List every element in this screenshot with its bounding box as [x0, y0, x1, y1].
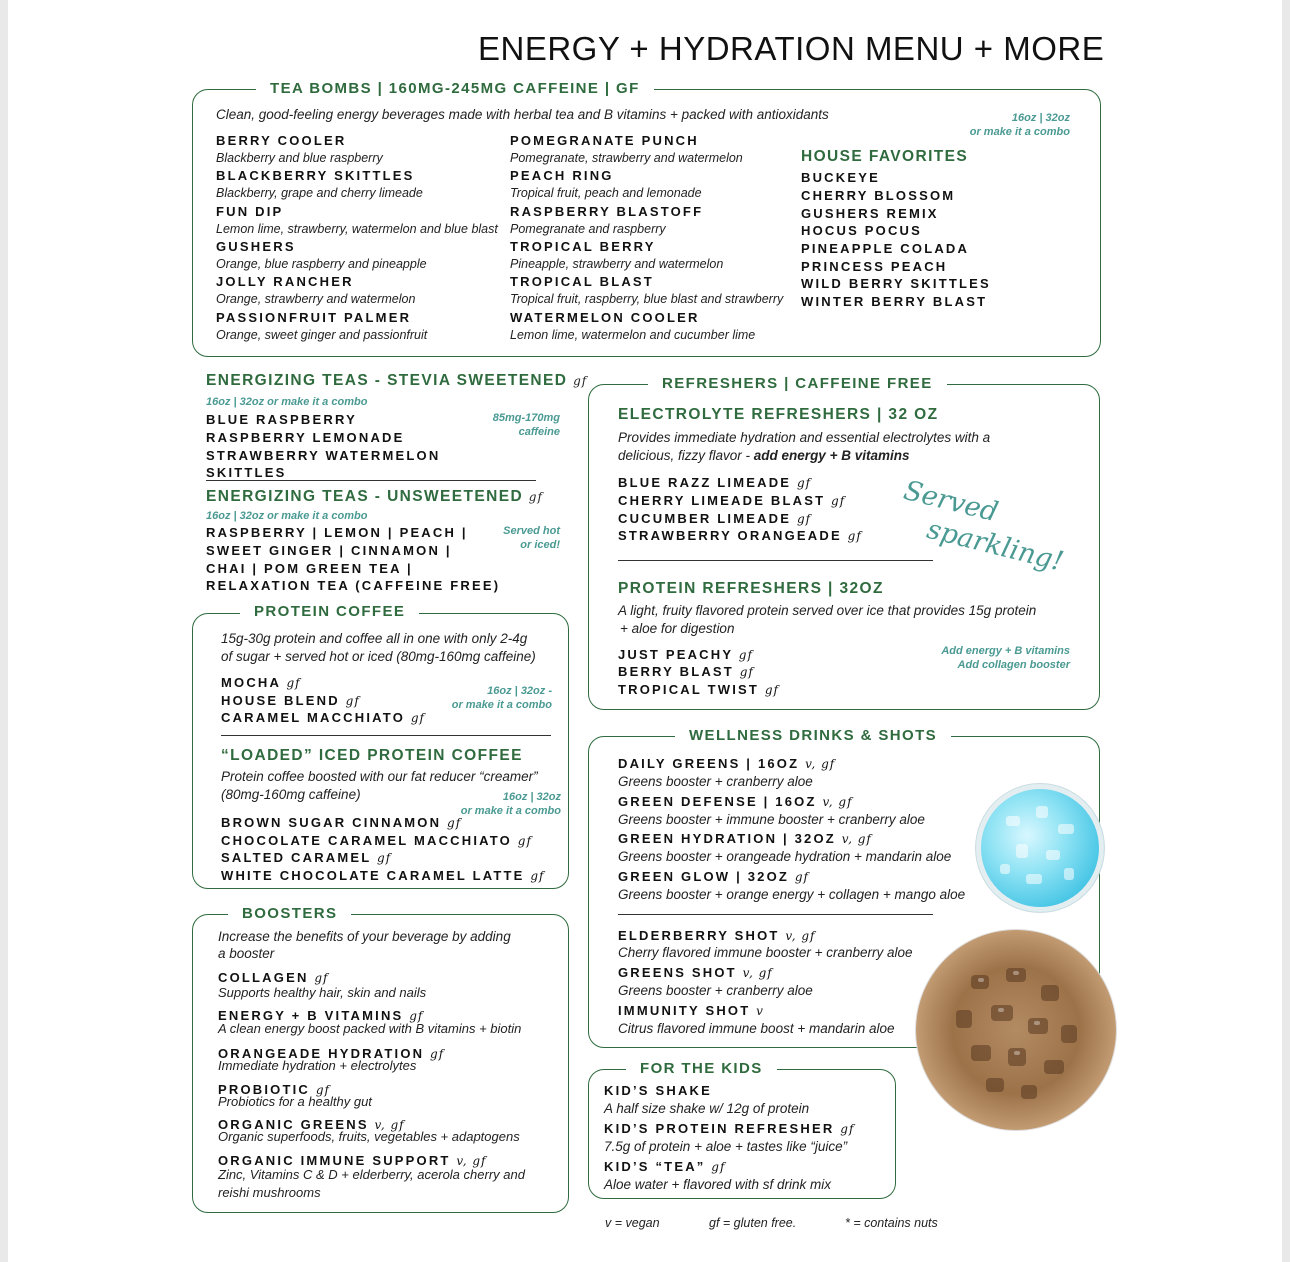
booster-desc: Organic superfoods, fruits, vegetables + adaptogens — [218, 1129, 520, 1144]
kids-item — [604, 1083, 712, 1098]
protein-refresher-name: JUST PEACHY — [618, 647, 733, 662]
electrolyte-name: STRAWBERRY ORANGEADE — [618, 528, 842, 543]
loaded-item — [221, 850, 391, 865]
protein-coffee-intro-1: 15g-30g protein and coffee all in one with only 2-4g — [221, 631, 528, 646]
shot-name: GREENS SHOT — [618, 965, 737, 980]
protein-refresher-name: TROPICAL TWIST — [618, 682, 760, 697]
electrolyte-name: BLUE RAZZ LIMEADE — [618, 475, 792, 490]
wellness-desc: Greens booster + orange energy + collagen + mango aloe — [618, 887, 966, 902]
wellness-item — [618, 794, 853, 809]
menu-item-name: TROPICAL BLAST — [510, 274, 654, 289]
booster-desc: Immediate hydration + electrolytes — [218, 1058, 417, 1073]
electrolyte-intro-2b: add energy + B vitamins — [753, 448, 910, 463]
loaded-item — [221, 815, 461, 830]
page-title: ENERGY + HYDRATION MENU + MORE — [478, 30, 1105, 67]
booster-tag: gf — [430, 1047, 445, 1061]
booster-tag: gf — [409, 1009, 424, 1023]
unsweet-served-1: Served hot — [503, 525, 560, 537]
menu-item-desc: Orange, blue raspberry and pineapple — [216, 257, 427, 271]
stevia-item: RASPBERRY LEMONADE — [206, 430, 405, 445]
wellness-desc: Greens booster + orangeade hydration + mandarin aloe — [618, 849, 952, 864]
protein-coffee-note — [398, 684, 552, 712]
stevia-caffeine-2: caffeine — [518, 426, 560, 438]
shot-desc: Citrus flavored immune boost + mandarin aloe — [618, 1021, 895, 1036]
booster-name: ORANGEADE HYDRATION — [218, 1046, 425, 1061]
menu-item-desc: Blackberry, grape and cherry limeade — [216, 186, 423, 200]
stevia-caffeine-1: 85mg-170mg — [492, 412, 560, 424]
wellness-desc: Greens booster + immune booster + cranberry aloe — [618, 812, 925, 827]
electrolyte-tag: gf — [796, 476, 812, 490]
coffee-item-name: HOUSE BLEND — [221, 693, 340, 708]
stevia-item: STRAWBERRY WATERMELON — [206, 448, 441, 463]
tea-bombs-intro: Clean, good-feeling energy beverages made with herbal tea and B vitamins + packed with antioxidants — [216, 107, 829, 122]
wellness-item — [618, 831, 872, 846]
refreshers-title: REFRESHERS | CAFFEINE FREE — [648, 375, 947, 392]
loaded-note — [408, 790, 561, 818]
shot-name: ELDERBERRY SHOT — [618, 928, 780, 943]
kids-desc: A half size shake w/ 12g of protein — [604, 1101, 810, 1116]
kids-desc: Aloe water + flavored with sf drink mix — [604, 1177, 831, 1192]
unsweet-title — [206, 488, 543, 506]
stevia-title-text: ENERGIZING TEAS - STEVIA SWEETENED — [206, 372, 568, 389]
shot-desc: Cherry flavored immune booster + cranberry aloe — [618, 945, 913, 960]
menu-item-name: POMEGRANATE PUNCH — [510, 133, 699, 148]
electrolyte-title: ELECTROLYTE REFRESHERS | 32 OZ — [618, 406, 939, 423]
loaded-note-1: 16oz | 32oz — [502, 791, 561, 803]
electrolyte-intro-1: Provides immediate hydration and essential electrolytes with a — [618, 430, 991, 445]
favorite-item: GUSHERS REMIX — [801, 206, 939, 221]
booster-desc: A clean energy boost packed with B vitamins + biotin — [218, 1021, 522, 1036]
unsweet-line: SWEET GINGER | CINNAMON | — [206, 543, 452, 558]
menu-item-desc: Orange, strawberry and watermelon — [216, 292, 416, 306]
menu-item-desc: Lemon lime, watermelon and cucumber lime — [510, 328, 756, 342]
electrolyte-tag: gf — [847, 529, 862, 543]
shot-tag: v, gf — [785, 929, 816, 943]
script-line-2: sparkling! — [923, 513, 1067, 578]
booster-item — [218, 1153, 487, 1168]
wellness-divider — [618, 914, 933, 915]
menu-item-name: GUSHERS — [216, 239, 296, 254]
loaded-item-name: CHOCOLATE CARAMEL MACCHIATO — [221, 833, 512, 848]
menu-item-desc: Pomegranate and raspberry — [510, 222, 666, 236]
booster-desc: Zinc, Vitamins C & D + elderberry, acerola cherry and — [218, 1167, 525, 1182]
legend-vegan: v = vegan — [605, 1216, 660, 1230]
electrolyte-tag: gf — [796, 512, 812, 526]
kids-name: KID’S SHAKE — [604, 1083, 712, 1098]
stevia-size-note: 16oz | 32oz or make it a combo — [206, 396, 368, 408]
loaded-note-2: or make it a combo — [460, 805, 561, 817]
shot-name: IMMUNITY SHOT — [618, 1003, 751, 1018]
protein-refreshers-note — [888, 644, 1070, 672]
coffee-item — [221, 693, 360, 708]
favorite-item: PRINCESS PEACH — [801, 259, 948, 274]
loaded-coffee-title: “LOADED” ICED PROTEIN COFFEE — [221, 747, 523, 764]
kids-tag: gf — [711, 1160, 726, 1174]
coffee-item-tag: gf — [345, 694, 360, 708]
electrolyte-item — [618, 528, 862, 543]
wellness-tag: v, gf — [841, 832, 872, 846]
favorite-item: BUCKEYE — [801, 170, 880, 185]
kids-name: KID’S “TEA” — [604, 1159, 706, 1174]
protein-refreshers-note-1: Add energy + B vitamins — [941, 645, 1070, 657]
protein-coffee-title: PROTEIN COFFEE — [240, 603, 419, 620]
booster-name: ORGANIC GREENS — [218, 1117, 369, 1132]
kids-name: KID’S PROTEIN REFRESHER — [604, 1121, 835, 1136]
menu-item-name: BLACKBERRY SKITTLES — [216, 168, 415, 183]
electrolyte-name: CUCUMBER LIMEADE — [618, 511, 792, 526]
wellness-title: WELLNESS DRINKS & SHOTS — [675, 727, 951, 744]
stevia-title — [206, 372, 587, 390]
stevia-divider — [206, 480, 536, 481]
tea-bombs-size-note — [908, 111, 1070, 139]
menu-item-desc: Blackberry and blue raspberry — [216, 151, 383, 165]
loaded-item-tag: gf — [447, 816, 462, 830]
menu-item-name: RASPBERRY BLASTOFF — [510, 204, 704, 219]
kids-tag: gf — [840, 1122, 855, 1136]
favorite-item: CHERRY BLOSSOM — [801, 188, 956, 203]
booster-desc: Probiotics for a healthy gut — [218, 1094, 372, 1109]
menu-item-name: BERRY COOLER — [216, 133, 347, 148]
iced-coffee-photo — [916, 930, 1116, 1130]
menu-item-name: JOLLY RANCHER — [216, 274, 354, 289]
protein-refresher-item — [618, 682, 779, 697]
shot-tag: v, gf — [742, 966, 773, 980]
electrolyte-item — [618, 475, 811, 490]
electrolyte-name: CHERRY LIMEADE BLAST — [618, 493, 826, 508]
loaded-item-name: SALTED CARAMEL — [221, 850, 372, 865]
coffee-item-tag: gf — [410, 711, 425, 725]
boosters-title: BOOSTERS — [228, 905, 351, 922]
coffee-item-name: MOCHA — [221, 675, 281, 690]
wellness-name: GREEN GLOW | 32OZ — [618, 869, 790, 884]
booster-name: ENERGY + B VITAMINS — [218, 1008, 404, 1023]
protein-refreshers-title: PROTEIN REFRESHERS | 32OZ — [618, 580, 884, 597]
kids-title: FOR THE KIDS — [626, 1060, 777, 1077]
booster-tag: gf — [314, 971, 329, 985]
booster-desc-cont: reishi mushrooms — [218, 1185, 321, 1200]
menu-item-desc: Tropical fruit, peach and lemonade — [510, 186, 702, 200]
booster-name: PROBIOTIC — [218, 1082, 311, 1097]
protein-coffee-note-1: 16oz | 32oz - — [487, 685, 552, 697]
menu-item-name: FUN DIP — [216, 204, 284, 219]
shot-item — [618, 965, 773, 980]
menu-item-desc: Tropical fruit, raspberry, blue blast and strawberry — [510, 292, 784, 306]
protein-refresher-tag: gf — [738, 648, 753, 662]
wellness-tag: v, gf — [822, 795, 853, 809]
electrolyte-item — [618, 493, 845, 508]
wellness-tag: gf — [794, 870, 809, 884]
menu-item-name: PEACH RING — [510, 168, 614, 183]
stevia-gf: gf — [573, 374, 588, 388]
house-favorites-title: HOUSE FAVORITES — [801, 148, 969, 165]
loaded-item-tag: gf — [377, 851, 392, 865]
favorite-item: WINTER BERRY BLAST — [801, 294, 988, 309]
wellness-tag: v, gf — [805, 757, 836, 771]
favorite-item: WILD BERRY SKITTLES — [801, 276, 991, 291]
protein-refresher-item — [618, 647, 753, 662]
coffee-item — [221, 710, 425, 725]
blue-drink-photo — [976, 784, 1104, 912]
booster-desc: Supports healthy hair, skin and nails — [218, 985, 427, 1000]
menu-item-name: TROPICAL BERRY — [510, 239, 656, 254]
coffee-ice-texture-icon — [916, 930, 1116, 1130]
protein-coffee-intro-2: of sugar + served hot or iced (80mg-160mg caffeine) — [221, 649, 536, 664]
favorite-item: PINEAPPLE COLADA — [801, 241, 970, 256]
protein-refresher-tag: gf — [764, 683, 779, 697]
menu-item-desc: Pineapple, strawberry and watermelon — [510, 257, 724, 271]
script-line-1: Served — [900, 475, 1002, 529]
loaded-item-name: BROWN SUGAR CINNAMON — [221, 815, 442, 830]
wellness-item — [618, 756, 835, 771]
wellness-name: DAILY GREENS | 16OZ — [618, 756, 800, 771]
booster-name: COLLAGEN — [218, 970, 309, 985]
unsweet-gf: gf — [528, 490, 543, 504]
favorite-item: HOCUS POCUS — [801, 223, 922, 238]
wellness-name: GREEN HYDRATION | 32OZ — [618, 831, 836, 846]
unsweet-line: RASPBERRY | LEMON | PEACH | — [206, 525, 468, 540]
electrolyte-tag: gf — [831, 494, 846, 508]
unsweet-line: RELAXATION TEA (CAFFEINE FREE) — [206, 578, 501, 593]
unsweet-size-note: 16oz | 32oz or make it a combo — [206, 510, 368, 522]
menu-item-desc: Lemon lime, strawberry, watermelon and blue blast — [216, 222, 498, 236]
coffee-item-tag: gf — [286, 676, 301, 690]
electrolyte-item — [618, 511, 811, 526]
legend-gluten: gf = gluten free. — [709, 1216, 797, 1230]
menu-item-name: PASSIONFRUIT PALMER — [216, 310, 412, 325]
menu-item-desc: Orange, sweet ginger and passionfruit — [216, 328, 428, 342]
kids-item — [604, 1159, 725, 1174]
unsweet-line: CHAI | POM GREEN TEA | — [206, 561, 413, 576]
shot-tag: v — [756, 1004, 764, 1018]
loaded-intro-1: Protein coffee boosted with our fat reducer “creamer” — [221, 769, 538, 784]
wellness-item — [618, 869, 809, 884]
tea-bombs-size: 16oz | 32oz — [1011, 112, 1070, 124]
menu-item-desc: Pomegranate, strawberry and watermelon — [510, 151, 743, 165]
boosters-intro-2: a booster — [218, 946, 275, 961]
booster-name: ORGANIC IMMUNE SUPPORT — [218, 1153, 451, 1168]
refreshers-divider — [618, 560, 933, 561]
shot-desc: Greens booster + cranberry aloe — [618, 983, 813, 998]
unsweet-title-text: ENERGIZING TEAS - UNSWEETENED — [206, 488, 524, 505]
kids-item — [604, 1121, 854, 1136]
kids-desc: 7.5g of protein + aloe + tastes like “juice” — [604, 1139, 848, 1154]
protein-refresher-tag: gf — [739, 665, 754, 679]
wellness-name: GREEN DEFENSE | 16OZ — [618, 794, 817, 809]
booster-tag: v, gf — [374, 1118, 405, 1132]
boosters-intro-1: Increase the benefits of your beverage by adding — [218, 929, 511, 944]
stevia-item: SKITTLES — [206, 465, 287, 480]
loaded-item-tag: gf — [530, 869, 545, 883]
loaded-item — [221, 868, 545, 883]
menu-page — [8, 0, 1282, 1262]
electrolyte-intro-2a: delicious, fizzy flavor - — [618, 448, 754, 463]
protein-refreshers-note-2: Add collagen booster — [957, 659, 1070, 671]
tea-bombs-title: TEA BOMBS | 160MG-245MG CAFFEINE | GF — [256, 80, 654, 97]
protein-refreshers-intro-2: + aloe for digestion — [620, 621, 735, 636]
booster-item — [218, 970, 328, 985]
tea-bombs-combo: or make it a combo — [969, 126, 1070, 138]
shot-item — [618, 1003, 764, 1018]
coffee-item-name: CARAMEL MACCHIATO — [221, 710, 406, 725]
loaded-item — [221, 833, 532, 848]
protein-refreshers-intro-1: A light, fruity flavored protein served over ice that provides 15g protein — [618, 603, 1037, 618]
loaded-item-tag: gf — [517, 834, 532, 848]
menu-item-name: WATERMELON COOLER — [510, 310, 700, 325]
coffee-item — [221, 675, 301, 690]
shot-item — [618, 928, 816, 943]
stevia-item: BLUE RASPBERRY — [206, 412, 357, 427]
loaded-item-name: WHITE CHOCOLATE CARAMEL LATTE — [221, 868, 525, 883]
coffee-divider — [221, 735, 551, 736]
protein-refresher-item — [618, 664, 754, 679]
legend-nuts: * = contains nuts — [845, 1216, 938, 1230]
stevia-caffeine-note — [448, 411, 560, 439]
electrolyte-intro-2 — [618, 447, 909, 465]
ice-texture-icon — [976, 784, 1104, 912]
booster-tag: v, gf — [456, 1154, 487, 1168]
protein-refresher-name: BERRY BLAST — [618, 664, 734, 679]
loaded-intro-2: (80mg-160mg caffeine) — [221, 787, 361, 802]
protein-coffee-note-2: or make it a combo — [451, 699, 552, 711]
unsweet-served-2: or iced! — [520, 539, 560, 551]
wellness-desc: Greens booster + cranberry aloe — [618, 774, 813, 789]
booster-tag: gf — [315, 1083, 330, 1097]
